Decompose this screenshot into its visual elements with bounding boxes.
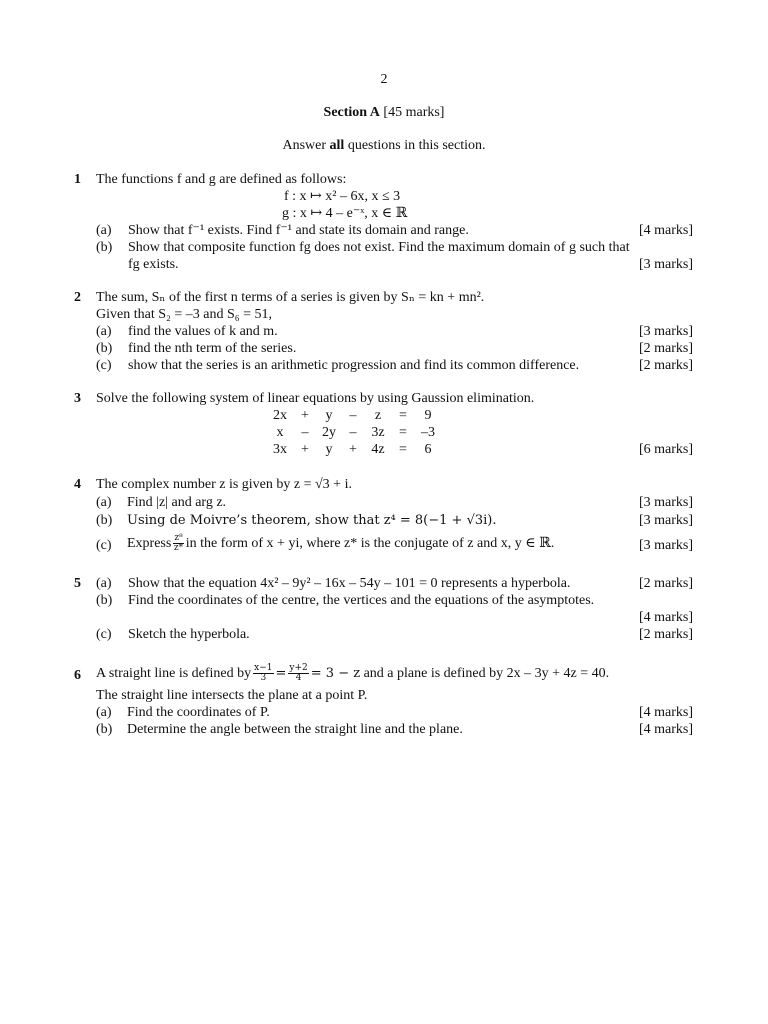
question-4c-text-start: Express <box>127 536 172 551</box>
question-3-text: Solve the following system of linear equations by using Gaussion elimination. <box>96 391 535 406</box>
fraction-denominator: 4 <box>295 673 302 684</box>
question-2b-text: find the nth term of the series. <box>128 341 297 356</box>
question-4b-label: (b) <box>96 513 113 528</box>
equation-term: 3x <box>273 442 287 457</box>
question-1-number: 1 <box>74 172 81 187</box>
question-1b-marks: [3 marks] <box>638 257 693 272</box>
function-g-definition: g : x ↦ 4 – e⁻ˣ, x ∈ ℝ <box>282 206 408 221</box>
question-4b-marks: [3 marks] <box>638 513 693 528</box>
equation-constant: –3 <box>421 425 435 440</box>
equation-term: y <box>325 442 333 457</box>
question-5a-label: (a) <box>96 576 112 591</box>
question-2c-text: show that the series is an arithmetic progression and find its common difference. <box>128 358 580 373</box>
section-marks: [45 marks] <box>379 105 445 120</box>
fraction-numerator: x−1 <box>254 663 273 674</box>
section-title: Section A <box>323 105 380 120</box>
question-4a-text: Find |z| and arg z. <box>127 495 227 510</box>
line-equation-end: = 3 − z <box>310 666 361 681</box>
question-1-text: The functions f and g are defined as follows: <box>96 172 347 187</box>
z8-over-zconj-fraction <box>173 534 183 553</box>
equation-constant: 9 <box>424 408 432 423</box>
question-1a-marks: [4 marks] <box>638 223 693 238</box>
question-2-text: The sum, Sₙ of the first n terms of a series is given by Sₙ = kn + mn². <box>96 290 485 305</box>
fraction-numerator: z⁸ <box>174 533 183 544</box>
question-5a-marks: [2 marks] <box>638 576 693 591</box>
question-4a-label: (a) <box>96 495 112 510</box>
question-1a-text: Show that f⁻¹ exists. Find f⁻¹ and state its domain and range. <box>128 223 469 238</box>
linear-system <box>268 407 440 458</box>
equation-operator: – <box>349 425 357 440</box>
question-4-number: 4 <box>74 477 81 492</box>
question-2a-marks: [3 marks] <box>638 324 693 339</box>
fraction-numerator: y+2 <box>289 663 308 674</box>
instruction-text: Answer <box>282 138 330 153</box>
question-2-given: Given that S₂ = –3 and S₆ = 51, <box>96 307 273 322</box>
question-4b-text: Using de Moivre’s theorem, show that z⁴ = 8(−1 + √3i). <box>127 513 497 528</box>
function-f-definition: f : x ↦ x² – 6x, x ≤ 3 <box>284 189 401 204</box>
question-5c-label: (c) <box>96 627 112 642</box>
equation-row <box>268 424 440 441</box>
equals-sign: = <box>275 666 287 681</box>
question-2a-text: find the values of k and m. <box>128 324 278 339</box>
equation-row <box>268 441 440 458</box>
question-4a-marks: [3 marks] <box>638 495 693 510</box>
question-6-line-2: The straight line intersects the plane at a point P. <box>96 688 368 703</box>
question-6-text <box>96 661 609 687</box>
question-5a-text: Show that the equation 4x² – 9y² – 16x – 54y – 101 = 0 represents a hyperbola. <box>128 576 571 591</box>
question-1b-text: Show that composite function fg does not exist. Find the maximum domain of g such that <box>128 240 630 255</box>
equation-equals: = <box>399 408 407 423</box>
question-6-text-start: A straight line is defined by <box>96 666 252 681</box>
question-5c-text: Sketch the hyperbola. <box>128 627 250 642</box>
equation-term: 4z <box>371 442 385 457</box>
equation-term: 2x <box>273 408 287 423</box>
equation-equals: = <box>399 425 407 440</box>
question-6a-marks: [4 marks] <box>638 705 693 720</box>
question-5-number: 5 <box>74 576 81 591</box>
question-1a-label: (a) <box>96 223 112 238</box>
section-instruction <box>0 137 768 154</box>
section-heading <box>0 104 768 121</box>
question-4c-text <box>127 531 554 557</box>
question-5b-text: Find the coordinates of the centre, the vertices and the equations of the asymptotes. <box>128 593 595 608</box>
question-1b-label: (b) <box>96 240 113 255</box>
question-6a-text: Find the coordinates of P. <box>127 705 270 720</box>
page-number: 2 <box>380 72 388 87</box>
equation-term: 3z <box>371 425 385 440</box>
instruction-text-end: questions in this section. <box>344 138 486 153</box>
instruction-emphasis: all <box>329 138 345 153</box>
question-4c-label: (c) <box>96 538 112 553</box>
equation-term: 2y <box>322 425 336 440</box>
question-6-text-end: and a plane is defined by 2x – 3y + 4z = 40. <box>363 666 610 681</box>
fraction-denominator: 3 <box>260 673 267 684</box>
equation-operator: + <box>301 408 309 423</box>
question-2c-label: (c) <box>96 358 112 373</box>
question-6a-label: (a) <box>96 705 112 720</box>
equation-term: y <box>325 408 333 423</box>
question-6b-marks: [4 marks] <box>638 722 693 737</box>
line-fraction-y <box>288 664 308 683</box>
line-fraction-x <box>253 664 273 683</box>
question-4c-text-end: in the form of x + yi, where z* is the conjugate of z and x, y ∈ ℝ. <box>185 536 555 551</box>
equation-operator: + <box>301 442 309 457</box>
question-5b-label: (b) <box>96 593 113 608</box>
question-3-marks: [6 marks] <box>638 442 693 457</box>
question-2-number: 2 <box>74 290 81 305</box>
equation-operator: + <box>349 442 357 457</box>
question-4c-marks: [3 marks] <box>638 538 693 553</box>
equation-term: z <box>374 408 382 423</box>
question-5b-marks: [4 marks] <box>638 610 693 625</box>
question-2b-label: (b) <box>96 341 113 356</box>
equation-term: x <box>276 425 284 440</box>
equation-row <box>268 407 440 424</box>
question-6b-text: Determine the angle between the straight line and the plane. <box>127 722 463 737</box>
equation-operator: – <box>301 425 309 440</box>
question-6-number: 6 <box>74 668 81 683</box>
equation-constant: 6 <box>424 442 432 457</box>
question-2b-marks: [2 marks] <box>638 341 693 356</box>
equation-operator: – <box>349 408 357 423</box>
question-4-text: The complex number z is given by z = √3 + i. <box>96 477 352 492</box>
question-5c-marks: [2 marks] <box>638 627 693 642</box>
fraction-denominator: z* <box>173 543 184 554</box>
question-6b-label: (b) <box>96 722 113 737</box>
question-3-number: 3 <box>74 391 81 406</box>
question-2a-label: (a) <box>96 324 112 339</box>
question-2c-marks: [2 marks] <box>638 358 693 373</box>
equation-equals: = <box>399 442 407 457</box>
question-1b-text-continued: fg exists. <box>128 257 179 272</box>
